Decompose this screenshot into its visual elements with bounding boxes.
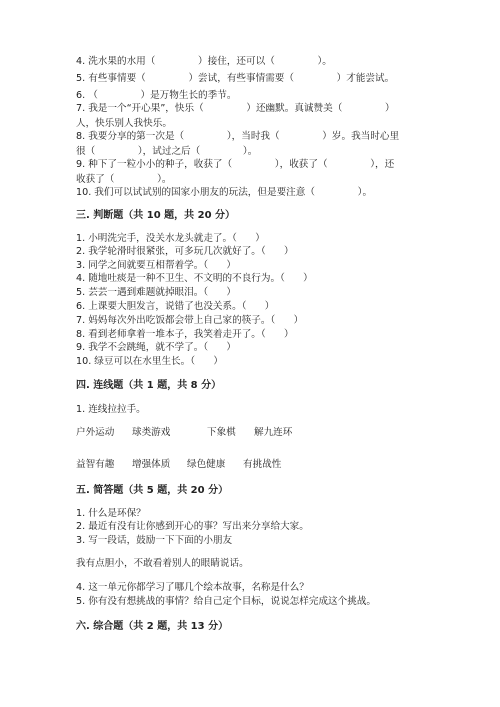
judge-item-7: 7. 妈妈每次外出吃饭都会带上自己家的筷子。（ ） xyxy=(76,315,304,326)
fill-item-5: 5. 有些事情要（ ）尝试，有些事情需要（ ）才能尝试。 xyxy=(76,73,395,84)
judge-item-10: 10. 绿豆可以在水里生长。（ ） xyxy=(76,356,223,367)
judge-item-2: 2. 我学轮滑时很紧张，可多玩几次就好了。（ ） xyxy=(76,246,294,257)
match-bottom-option[interactable]: 绿色健康 xyxy=(187,459,226,470)
short-item-4: 4. 这一单元你都学习了哪几个绘本故事，名称是什么？ xyxy=(76,582,309,593)
match-question: 1. 连线拉拉手。 xyxy=(76,404,146,415)
judge-item-5: 5. 芸芸一遇到难题就掉眼泪。（ ） xyxy=(76,287,237,298)
comprehensive-heading: 六. 综合题（共 2 题，共 13 分） xyxy=(76,621,229,632)
judge-heading: 三. 判断题（共 10 题，共 20 分） xyxy=(76,210,236,221)
judge-item-4: 4. 随地吐痰是一种不卫生、不文明的不良行为。（ ） xyxy=(76,273,313,284)
match-bottom-option[interactable]: 有挑战性 xyxy=(243,459,282,470)
judge-item-1: 1. 小明洗完手，没关水龙头就走了。（ ） xyxy=(76,233,265,244)
fill-item-9-cont: 收获了（ ）。 xyxy=(76,174,172,185)
judge-item-9: 9. 我学不会跳绳，就不学了。（ ） xyxy=(76,342,237,353)
fill-item-6: 6. （ ）是万物生长的季节。 xyxy=(76,90,237,101)
fill-item-7-cont: 人，快乐别人我快乐。 xyxy=(76,118,172,129)
short-heading: 五. 简答题（共 5 题，共 20 分） xyxy=(76,485,229,496)
short-item-5: 5. 你有没有想挑战的事情？给自己定个目标，说说怎样完成这个挑战。 xyxy=(76,596,377,607)
fill-item-7: 7. 我是一个“开心果”，快乐（ ）还幽默。真诚赞美（ ） xyxy=(76,103,395,114)
judge-item-3: 3. 同学之间就要互相帮着学。（ ） xyxy=(76,260,237,271)
fill-item-10: 10. 我们可以试试别的国家小朋友的玩法，但是要注意（ ）。 xyxy=(76,187,373,198)
fill-item-4: 4. 洗水果的水用（ ）接住，还可以（ ）。 xyxy=(76,56,332,67)
short-item-2: 2. 最近有没有让你感到开心的事？写出来分享给大家。 xyxy=(76,521,309,532)
short-item-1: 1. 什么是环保？ xyxy=(76,508,146,519)
match-top-option[interactable]: 球类游戏 xyxy=(132,427,171,438)
match-bottom-option[interactable]: 益智有趣 xyxy=(76,459,115,470)
match-heading: 四. 连线题（共 1 题，共 8 分） xyxy=(76,380,222,391)
judge-item-8: 8. 看到老师拿着一堆本子，我笑着走开了。（ ） xyxy=(76,329,294,340)
short-item-3: 3. 写一段话，鼓励一下下面的小朋友 xyxy=(76,535,233,546)
match-top-option[interactable]: 户外运动 xyxy=(76,427,115,438)
short-quote: 我有点胆小，不敢看着别人的眼睛说话。 xyxy=(76,558,249,569)
fill-item-9: 9. 种下了一粒小小的种子，收获了（ ），收获了（ ），还 xyxy=(76,159,395,170)
fill-item-8: 8. 我要分享的第一次是（ ），当时我（ ）岁。我当时心里 xyxy=(76,131,400,142)
fill-item-8-cont: 很（ ），试过之后（ ）。 xyxy=(76,146,258,157)
match-top-option[interactable]: 解九连环 xyxy=(254,427,293,438)
judge-item-6: 6. 上课要大胆发言，说错了也没关系。（ ） xyxy=(76,301,275,312)
match-top-option[interactable]: 下象棋 xyxy=(207,427,236,438)
match-bottom-option[interactable]: 增强体质 xyxy=(132,459,171,470)
